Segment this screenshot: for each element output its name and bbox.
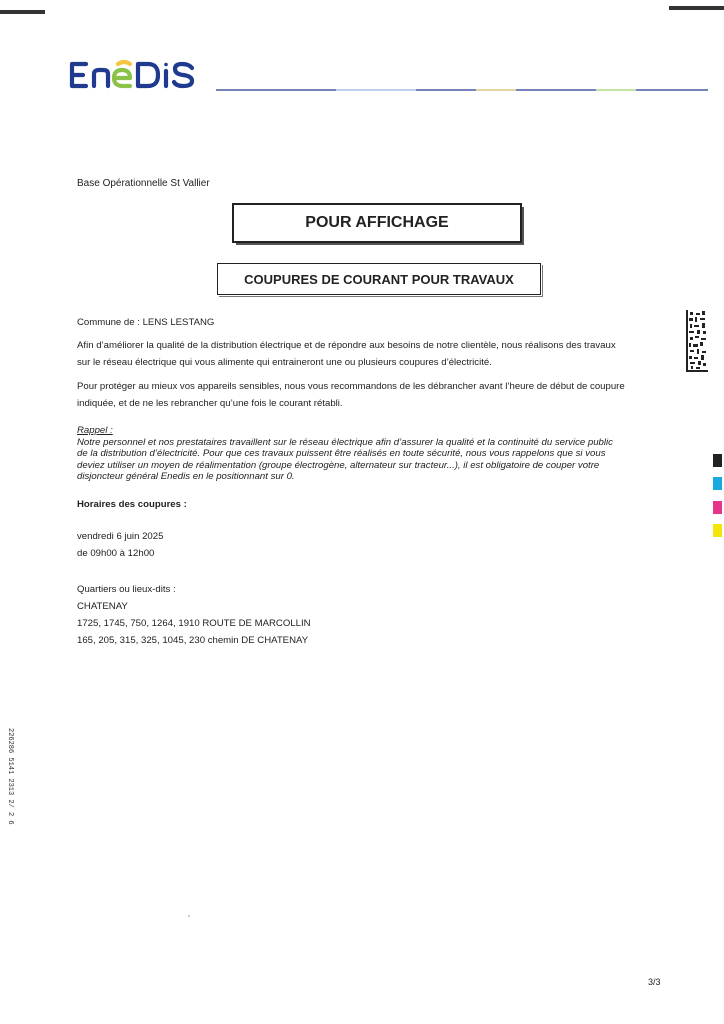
datamatrix-barcode: [686, 310, 708, 372]
rappel-paragraph: [77, 425, 613, 483]
intro-line: sur le réseau électrique qui vous alimente qui entraineront une ou plusieurs coupures d’électricité.: [77, 357, 492, 368]
intro-line: Afin d’améliorer la qualité de la distribution électrique et de répondre aux besoins de notre clientèle, nous réalisons des travaux: [77, 340, 616, 351]
scan-mark-top-left: [0, 10, 45, 14]
protect-paragraph: [77, 378, 625, 412]
rappel-line: Notre personnel et nos prestataires travaillent sur le réseau électrique afin d’assurer la qualité et la continuité du service public: [77, 436, 613, 448]
logo-underline-decoration: [216, 82, 708, 92]
subtitle-box: [217, 263, 541, 295]
registration-mark-yellow: [713, 524, 722, 537]
quartier-item: 1725, 1745, 750, 1264, 1910 ROUTE DE MARCOLLIN: [77, 618, 311, 629]
side-reference-code: 226286 5141 2313 2/ 2 6: [6, 728, 14, 825]
scan-speck: [188, 915, 190, 917]
rappel-line: deviez utiliser un moyen de réalimentation (groupe électrogène, alternateur sur tracteur...), il est obligatoire de couper votre: [77, 459, 600, 471]
horaires-label: Horaires des coupures :: [77, 499, 187, 510]
rappel-label: Rappel :: [77, 425, 113, 436]
quartier-item: 165, 205, 315, 325, 1045, 230 chemin DE CHATENAY: [77, 635, 309, 646]
base-operationnelle: Base Opérationnelle St Vallier: [77, 178, 210, 189]
subtitle-text: COUPURES DE COURANT POUR TRAVAUX: [244, 271, 514, 287]
protect-line: Pour protéger au mieux vos appareils sensibles, nous vous recommandons de les débrancher avant l’heure de début de coupure: [77, 381, 625, 392]
registration-mark-black: [713, 454, 722, 467]
enedis-logo: [68, 60, 208, 90]
scan-mark-top-right: [669, 6, 724, 10]
title-box: [232, 203, 522, 243]
commune-line: Commune de : LENS LESTANG: [77, 317, 215, 328]
registration-mark-magenta: [713, 501, 722, 514]
rappel-line: disjoncteur général Enedis en le positionnant sur 0.: [77, 471, 295, 482]
quartier-item: CHATENAY: [77, 601, 128, 612]
rappel-line: de la distribution d’électricité. Pour que ces travaux puissent être réalisés en toute sécurité, nous vous rappelons que si vous: [77, 448, 606, 459]
time-line: de 09h00 à 12h00: [77, 548, 155, 559]
registration-mark-cyan: [713, 477, 722, 490]
title-text: POUR AFFICHAGE: [305, 214, 449, 231]
intro-paragraph: [77, 337, 616, 371]
protect-line: indiquée, et de ne les rebrancher qu’une fois le courant rétabli.: [77, 398, 343, 409]
page-number: 3/3: [648, 977, 661, 987]
date-line: vendredi 6 juin 2025: [77, 531, 164, 542]
quartiers-label: Quartiers ou lieux-dits :: [77, 584, 176, 595]
